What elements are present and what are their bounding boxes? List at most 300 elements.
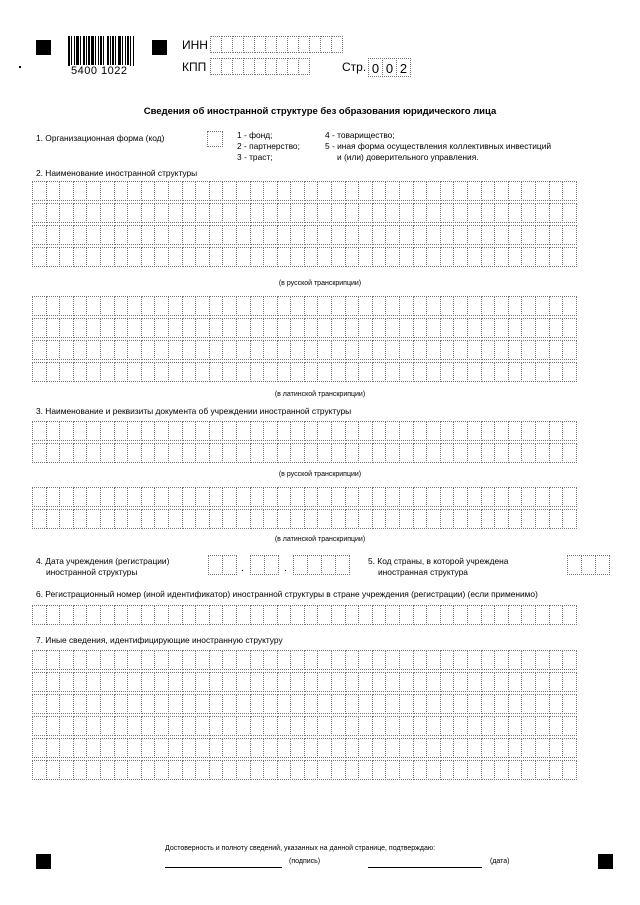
char-cell[interactable] xyxy=(182,672,197,692)
char-cell[interactable] xyxy=(250,605,265,625)
char-cell[interactable] xyxy=(453,672,468,692)
char-cell[interactable] xyxy=(467,318,482,338)
char-cell[interactable] xyxy=(263,650,278,670)
char-cell[interactable] xyxy=(46,694,61,714)
char-cell[interactable] xyxy=(290,340,305,360)
char-cell[interactable] xyxy=(372,421,387,441)
char-cell[interactable] xyxy=(345,225,360,245)
char-cell[interactable] xyxy=(372,443,387,463)
char-cell[interactable] xyxy=(86,487,101,507)
char-cell[interactable] xyxy=(277,738,292,758)
char-cell[interactable] xyxy=(317,443,332,463)
char-cell[interactable] xyxy=(195,443,210,463)
char-cell[interactable] xyxy=(440,672,455,692)
char-cell[interactable] xyxy=(467,296,482,316)
char-cell[interactable] xyxy=(345,650,360,670)
char-cell[interactable] xyxy=(508,487,523,507)
char-cell[interactable] xyxy=(494,605,509,625)
char-cell[interactable] xyxy=(345,487,360,507)
char-cell[interactable] xyxy=(481,443,496,463)
char-cell[interactable] xyxy=(222,181,237,201)
char-cell[interactable] xyxy=(127,318,142,338)
char-cell[interactable] xyxy=(263,181,278,201)
char-cell[interactable] xyxy=(358,225,373,245)
char-cell[interactable] xyxy=(222,650,237,670)
char-cell[interactable] xyxy=(385,181,400,201)
char-cell[interactable] xyxy=(494,716,509,736)
char-cell[interactable] xyxy=(304,605,319,625)
char-cell[interactable] xyxy=(562,605,577,625)
char-cell[interactable] xyxy=(154,247,169,267)
char-cell[interactable] xyxy=(114,716,129,736)
char-cell[interactable] xyxy=(168,605,183,625)
char-cell[interactable] xyxy=(86,421,101,441)
char-cell[interactable] xyxy=(562,760,577,780)
char-cell[interactable] xyxy=(494,443,509,463)
char-cell[interactable] xyxy=(467,421,482,441)
char-cell[interactable] xyxy=(277,672,292,692)
char-cell[interactable] xyxy=(549,650,564,670)
char-cell[interactable] xyxy=(46,181,61,201)
char-cell[interactable] xyxy=(440,738,455,758)
char-cell[interactable] xyxy=(86,443,101,463)
char-cell[interactable] xyxy=(331,716,346,736)
char-cell[interactable] xyxy=(358,716,373,736)
char-cell[interactable] xyxy=(236,318,251,338)
char-cell[interactable] xyxy=(168,443,183,463)
char-cell[interactable] xyxy=(508,716,523,736)
char-cell[interactable] xyxy=(73,362,88,382)
char-cell[interactable] xyxy=(32,509,47,529)
char-cell[interactable] xyxy=(345,509,360,529)
char-cell[interactable] xyxy=(549,605,564,625)
char-cell[interactable] xyxy=(358,605,373,625)
char-cell[interactable] xyxy=(141,362,156,382)
char-cell[interactable] xyxy=(290,487,305,507)
char-cell[interactable] xyxy=(86,605,101,625)
char-cell[interactable] xyxy=(331,672,346,692)
char-cell[interactable] xyxy=(521,443,536,463)
char-cell[interactable] xyxy=(331,362,346,382)
char-cell[interactable] xyxy=(32,247,47,267)
char-cell[interactable] xyxy=(86,738,101,758)
char-cell[interactable] xyxy=(46,247,61,267)
char-cell[interactable] xyxy=(426,487,441,507)
char-cell[interactable] xyxy=(127,340,142,360)
char-cell[interactable] xyxy=(399,247,414,267)
char-cell[interactable] xyxy=(317,225,332,245)
char-cell[interactable] xyxy=(562,181,577,201)
char-cell[interactable] xyxy=(168,672,183,692)
char-cell[interactable] xyxy=(222,672,237,692)
char-cell[interactable] xyxy=(453,760,468,780)
char-cell[interactable] xyxy=(86,225,101,245)
char-cell[interactable] xyxy=(290,716,305,736)
char-cell[interactable] xyxy=(154,318,169,338)
char-cell[interactable] xyxy=(562,296,577,316)
char-cell[interactable] xyxy=(182,443,197,463)
char-cell[interactable] xyxy=(222,716,237,736)
char-cell[interactable] xyxy=(209,738,224,758)
char-cell[interactable] xyxy=(263,716,278,736)
structure-name-ru-grid-row[interactable] xyxy=(32,247,576,267)
char-cell[interactable] xyxy=(277,605,292,625)
char-cell[interactable] xyxy=(195,509,210,529)
char-cell[interactable] xyxy=(413,296,428,316)
char-cell[interactable] xyxy=(141,247,156,267)
char-cell[interactable] xyxy=(127,672,142,692)
char-cell[interactable] xyxy=(481,203,496,223)
structure-name-lat-grid-row[interactable] xyxy=(32,340,576,360)
char-cell[interactable] xyxy=(127,421,142,441)
char-cell[interactable] xyxy=(168,296,183,316)
char-cell[interactable] xyxy=(426,738,441,758)
char-cell[interactable] xyxy=(399,421,414,441)
char-cell[interactable] xyxy=(127,509,142,529)
char-cell[interactable] xyxy=(535,650,550,670)
char-cell[interactable] xyxy=(521,509,536,529)
char-cell[interactable] xyxy=(236,716,251,736)
char-cell[interactable] xyxy=(127,247,142,267)
char-cell[interactable] xyxy=(399,362,414,382)
char-cell[interactable] xyxy=(535,672,550,692)
char-cell[interactable] xyxy=(263,247,278,267)
structure-name-ru-grid-row[interactable] xyxy=(32,225,576,245)
char-cell[interactable] xyxy=(277,340,292,360)
char-cell[interactable] xyxy=(508,421,523,441)
char-cell[interactable] xyxy=(73,318,88,338)
char-cell[interactable] xyxy=(250,650,265,670)
char-cell[interactable] xyxy=(250,738,265,758)
char-cell[interactable] xyxy=(358,296,373,316)
char-cell[interactable] xyxy=(264,555,279,575)
char-cell[interactable] xyxy=(195,650,210,670)
char-cell[interactable] xyxy=(86,362,101,382)
char-cell[interactable] xyxy=(399,694,414,714)
char-cell[interactable] xyxy=(535,181,550,201)
char-cell[interactable] xyxy=(467,362,482,382)
char-cell[interactable] xyxy=(453,443,468,463)
char-cell[interactable] xyxy=(141,650,156,670)
char-cell[interactable] xyxy=(195,296,210,316)
char-cell[interactable] xyxy=(440,605,455,625)
char-cell[interactable] xyxy=(345,605,360,625)
char-cell[interactable] xyxy=(426,247,441,267)
char-cell[interactable] xyxy=(32,362,47,382)
char-cell[interactable] xyxy=(304,694,319,714)
char-cell[interactable] xyxy=(549,362,564,382)
char-cell[interactable] xyxy=(358,487,373,507)
char-cell[interactable] xyxy=(127,605,142,625)
char-cell[interactable] xyxy=(494,296,509,316)
char-cell[interactable] xyxy=(467,605,482,625)
char-cell[interactable] xyxy=(467,760,482,780)
char-cell[interactable] xyxy=(440,716,455,736)
char-cell[interactable] xyxy=(127,181,142,201)
org-form-code-field[interactable] xyxy=(207,131,222,147)
char-cell[interactable] xyxy=(32,650,47,670)
char-cell[interactable] xyxy=(182,716,197,736)
char-cell[interactable] xyxy=(549,340,564,360)
char-cell[interactable] xyxy=(549,716,564,736)
char-cell[interactable] xyxy=(222,203,237,223)
char-cell[interactable] xyxy=(562,203,577,223)
char-cell[interactable] xyxy=(209,650,224,670)
char-cell[interactable] xyxy=(182,318,197,338)
char-cell[interactable] xyxy=(250,694,265,714)
char-cell[interactable] xyxy=(345,716,360,736)
char-cell[interactable] xyxy=(467,487,482,507)
char-cell[interactable] xyxy=(331,760,346,780)
char-cell[interactable] xyxy=(467,509,482,529)
char-cell[interactable] xyxy=(331,340,346,360)
char-cell[interactable] xyxy=(141,421,156,441)
char-cell[interactable] xyxy=(222,509,237,529)
char-cell[interactable] xyxy=(222,362,237,382)
char-cell[interactable] xyxy=(426,650,441,670)
char-cell[interactable] xyxy=(535,318,550,338)
date-month-field[interactable] xyxy=(250,555,278,575)
char-cell[interactable] xyxy=(494,362,509,382)
char-cell[interactable] xyxy=(222,555,237,575)
registration-number-grid-row[interactable] xyxy=(32,605,576,625)
char-cell[interactable] xyxy=(182,605,197,625)
char-cell[interactable] xyxy=(236,340,251,360)
char-cell[interactable] xyxy=(114,203,129,223)
char-cell[interactable] xyxy=(114,421,129,441)
char-cell[interactable] xyxy=(453,487,468,507)
char-cell[interactable] xyxy=(358,443,373,463)
char-cell[interactable] xyxy=(521,650,536,670)
char-cell[interactable] xyxy=(317,181,332,201)
char-cell[interactable] xyxy=(494,203,509,223)
char-cell[interactable] xyxy=(413,509,428,529)
char-cell[interactable] xyxy=(209,318,224,338)
char-cell[interactable] xyxy=(304,181,319,201)
char-cell[interactable] xyxy=(293,555,308,575)
char-cell[interactable] xyxy=(182,650,197,670)
char-cell[interactable] xyxy=(385,509,400,529)
char-cell[interactable] xyxy=(426,340,441,360)
char-cell[interactable] xyxy=(413,225,428,245)
char-cell[interactable] xyxy=(127,443,142,463)
char-cell[interactable] xyxy=(385,296,400,316)
char-cell[interactable] xyxy=(32,203,47,223)
char-cell[interactable] xyxy=(385,225,400,245)
char-cell[interactable] xyxy=(508,181,523,201)
char-cell[interactable] xyxy=(46,225,61,245)
char-cell[interactable] xyxy=(467,225,482,245)
char-cell[interactable] xyxy=(168,509,183,529)
char-cell[interactable] xyxy=(182,509,197,529)
char-cell[interactable] xyxy=(236,509,251,529)
char-cell[interactable] xyxy=(581,555,596,575)
char-cell[interactable] xyxy=(453,225,468,245)
char-cell[interactable] xyxy=(195,760,210,780)
char-cell[interactable] xyxy=(521,694,536,714)
char-cell[interactable] xyxy=(549,509,564,529)
char-cell[interactable] xyxy=(562,738,577,758)
char-cell[interactable] xyxy=(413,203,428,223)
char-cell[interactable] xyxy=(372,340,387,360)
char-cell[interactable] xyxy=(521,672,536,692)
char-cell[interactable] xyxy=(453,716,468,736)
char-cell[interactable] xyxy=(385,443,400,463)
char-cell[interactable] xyxy=(562,672,577,692)
char-cell[interactable] xyxy=(222,760,237,780)
char-cell[interactable] xyxy=(46,421,61,441)
char-cell[interactable] xyxy=(508,340,523,360)
char-cell[interactable] xyxy=(413,738,428,758)
char-cell[interactable] xyxy=(277,203,292,223)
char-cell[interactable] xyxy=(549,672,564,692)
char-cell[interactable] xyxy=(236,296,251,316)
char-cell[interactable] xyxy=(250,247,265,267)
char-cell[interactable] xyxy=(467,340,482,360)
char-cell[interactable] xyxy=(521,318,536,338)
char-cell[interactable] xyxy=(59,296,74,316)
char-cell[interactable] xyxy=(154,605,169,625)
char-cell[interactable] xyxy=(100,672,115,692)
char-cell[interactable] xyxy=(141,443,156,463)
char-cell[interactable] xyxy=(372,487,387,507)
char-cell[interactable] xyxy=(46,760,61,780)
char-cell[interactable] xyxy=(317,716,332,736)
char-cell[interactable] xyxy=(59,181,74,201)
char-cell[interactable] xyxy=(358,421,373,441)
char-cell[interactable] xyxy=(168,716,183,736)
char-cell[interactable] xyxy=(549,443,564,463)
char-cell[interactable] xyxy=(358,694,373,714)
char-cell[interactable] xyxy=(331,296,346,316)
char-cell[interactable] xyxy=(222,225,237,245)
char-cell[interactable] xyxy=(467,247,482,267)
char-cell[interactable] xyxy=(277,487,292,507)
char-cell[interactable] xyxy=(250,296,265,316)
char-cell[interactable] xyxy=(100,716,115,736)
char-cell[interactable] xyxy=(535,509,550,529)
char-cell[interactable] xyxy=(182,296,197,316)
char-cell[interactable] xyxy=(32,340,47,360)
char-cell[interactable] xyxy=(467,181,482,201)
char-cell[interactable] xyxy=(236,225,251,245)
char-cell[interactable] xyxy=(114,650,129,670)
char-cell[interactable] xyxy=(141,203,156,223)
char-cell[interactable] xyxy=(250,760,265,780)
char-cell[interactable] xyxy=(453,247,468,267)
char-cell[interactable] xyxy=(46,362,61,382)
char-cell[interactable] xyxy=(263,487,278,507)
char-cell[interactable] xyxy=(263,203,278,223)
char-cell[interactable] xyxy=(250,318,265,338)
char-cell[interactable] xyxy=(345,760,360,780)
char-cell[interactable] xyxy=(100,509,115,529)
char-cell[interactable] xyxy=(494,509,509,529)
char-cell[interactable] xyxy=(521,340,536,360)
char-cell[interactable] xyxy=(440,296,455,316)
char-cell[interactable] xyxy=(59,605,74,625)
char-cell[interactable] xyxy=(372,716,387,736)
char-cell[interactable] xyxy=(100,318,115,338)
char-cell[interactable] xyxy=(508,296,523,316)
char-cell[interactable] xyxy=(440,225,455,245)
char-cell[interactable] xyxy=(59,421,74,441)
char-cell[interactable] xyxy=(372,247,387,267)
char-cell[interactable] xyxy=(385,650,400,670)
char-cell[interactable] xyxy=(195,247,210,267)
char-cell[interactable] xyxy=(59,203,74,223)
char-cell[interactable] xyxy=(114,340,129,360)
char-cell[interactable] xyxy=(195,738,210,758)
char-cell[interactable] xyxy=(168,421,183,441)
char-cell[interactable] xyxy=(127,694,142,714)
char-cell[interactable] xyxy=(195,318,210,338)
char-cell[interactable] xyxy=(508,443,523,463)
signature-line[interactable] xyxy=(165,867,282,868)
char-cell[interactable] xyxy=(385,487,400,507)
char-cell[interactable] xyxy=(562,340,577,360)
char-cell[interactable] xyxy=(277,650,292,670)
char-cell[interactable] xyxy=(59,443,74,463)
char-cell[interactable] xyxy=(154,225,169,245)
char-cell[interactable] xyxy=(195,487,210,507)
char-cell[interactable] xyxy=(46,203,61,223)
char-cell[interactable] xyxy=(535,738,550,758)
char-cell[interactable] xyxy=(440,443,455,463)
char-cell[interactable] xyxy=(358,318,373,338)
char-cell[interactable] xyxy=(385,760,400,780)
char-cell[interactable] xyxy=(317,760,332,780)
char-cell[interactable] xyxy=(46,296,61,316)
char-cell[interactable] xyxy=(467,203,482,223)
char-cell[interactable] xyxy=(141,694,156,714)
char-cell[interactable] xyxy=(426,318,441,338)
char-cell[interactable] xyxy=(521,605,536,625)
char-cell[interactable] xyxy=(399,443,414,463)
char-cell[interactable] xyxy=(100,738,115,758)
char-cell[interactable] xyxy=(494,760,509,780)
char-cell[interactable] xyxy=(595,555,610,575)
char-cell[interactable] xyxy=(413,716,428,736)
char-cell[interactable] xyxy=(86,318,101,338)
char-cell[interactable] xyxy=(100,362,115,382)
char-cell[interactable] xyxy=(32,443,47,463)
char-cell[interactable] xyxy=(100,443,115,463)
char-cell[interactable] xyxy=(73,181,88,201)
char-cell[interactable] xyxy=(413,672,428,692)
char-cell[interactable] xyxy=(453,421,468,441)
char-cell[interactable] xyxy=(127,225,142,245)
char-cell[interactable] xyxy=(209,443,224,463)
char-cell[interactable] xyxy=(535,225,550,245)
char-cell[interactable] xyxy=(549,760,564,780)
char-cell[interactable] xyxy=(385,605,400,625)
char-cell[interactable] xyxy=(481,650,496,670)
char-cell[interactable] xyxy=(46,672,61,692)
char-cell[interactable] xyxy=(222,296,237,316)
char-cell[interactable] xyxy=(209,203,224,223)
char-cell[interactable] xyxy=(154,443,169,463)
char-cell[interactable] xyxy=(100,225,115,245)
char-cell[interactable] xyxy=(345,672,360,692)
char-cell[interactable] xyxy=(453,605,468,625)
inn-field[interactable] xyxy=(210,36,342,53)
char-cell[interactable] xyxy=(209,760,224,780)
char-cell[interactable] xyxy=(114,181,129,201)
char-cell[interactable] xyxy=(141,225,156,245)
char-cell[interactable] xyxy=(263,362,278,382)
char-cell[interactable] xyxy=(358,760,373,780)
